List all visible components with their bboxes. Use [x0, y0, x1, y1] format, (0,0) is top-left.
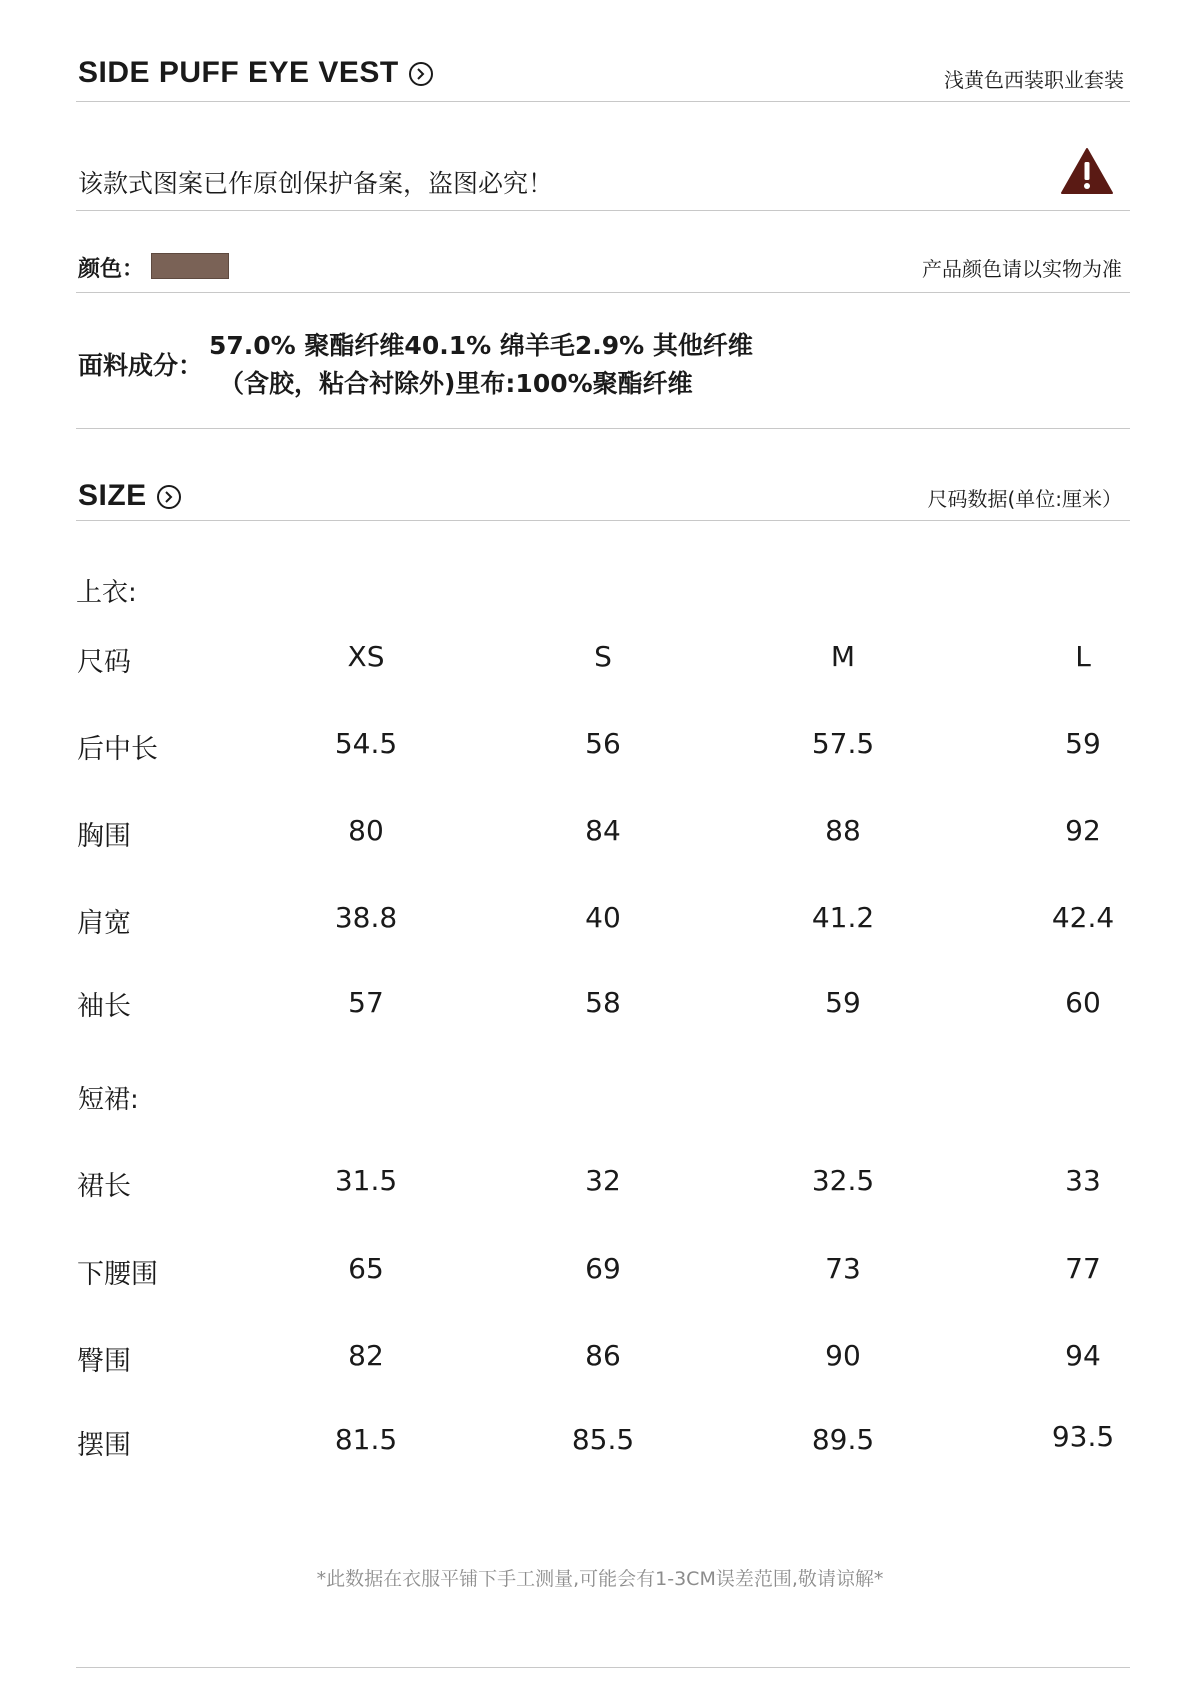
size-title-text: SIZE [78, 479, 147, 512]
cell-value: 38.8 [334, 901, 398, 934]
size-header-label: 尺码 [77, 647, 131, 678]
row-label: 臀围 [77, 1346, 131, 1377]
size-header-l: L [1075, 640, 1091, 673]
size-unit-note: 尺码数据(单位:厘米） [927, 487, 1122, 511]
cell-value: 81.5 [334, 1423, 398, 1456]
size-header-m: M [830, 640, 856, 673]
cell-value: 90 [825, 1339, 861, 1372]
product-title: SIDE PUFF EYE VEST [78, 56, 399, 89]
copyright-notice: 该款式图案已作原创保护备案，盗图必究！ [78, 169, 554, 198]
cell-value: 59 [1065, 727, 1101, 760]
cell-value: 31.5 [334, 1164, 398, 1197]
skirt-heading: 短裙: [78, 1085, 139, 1115]
row-label: 摆围 [77, 1430, 131, 1461]
cell-value: 54.5 [334, 727, 398, 760]
cell-value: 73 [825, 1252, 861, 1285]
cell-value: 56 [585, 727, 621, 760]
cell-value: 40 [585, 901, 621, 934]
divider [76, 210, 1130, 211]
cell-value: 58 [585, 986, 621, 1019]
color-swatch [151, 253, 229, 279]
row-label: 裙长 [77, 1171, 131, 1202]
color-note: 产品颜色请以实物为准 [922, 257, 1122, 281]
row-label: 袖长 [77, 991, 131, 1022]
row-label: 后中长 [77, 734, 158, 765]
cell-value: 86 [585, 1339, 621, 1372]
product-subtitle: 浅黄色西装职业套装 [944, 68, 1124, 92]
cell-value: 32.5 [811, 1164, 875, 1197]
cell-value: 93.5 [1051, 1420, 1115, 1453]
divider [76, 292, 1130, 293]
row-label: 肩宽 [77, 908, 131, 939]
divider [76, 1667, 1130, 1668]
page-title [78, 56, 433, 90]
top-heading: 上衣: [76, 578, 137, 608]
cell-value: 82 [348, 1339, 384, 1372]
cell-value: 80 [348, 814, 384, 847]
cell-value: 57.5 [811, 727, 875, 760]
cell-value: 65 [348, 1252, 384, 1285]
cell-value: 88 [825, 814, 861, 847]
fabric-label: 面料成分： [78, 351, 204, 380]
warning-icon [1060, 147, 1114, 199]
cell-value: 42.4 [1051, 901, 1115, 934]
size-header-s: S [594, 640, 612, 673]
cell-value: 77 [1065, 1252, 1101, 1285]
color-label: 颜色： [78, 257, 145, 282]
chevron-right-icon[interactable] [157, 485, 181, 509]
fabric-composition-line1: 57.0% 聚酯纤维40.1% 绵羊毛2.9% 其他纤维 [209, 331, 753, 360]
cell-value: 89.5 [811, 1423, 875, 1456]
cell-value: 33 [1065, 1164, 1101, 1197]
cell-value: 59 [825, 986, 861, 1019]
cell-value: 41.2 [811, 901, 875, 934]
row-label: 胸围 [77, 821, 131, 852]
size-title [78, 479, 181, 513]
row-label: 下腰围 [77, 1259, 158, 1290]
divider [76, 520, 1130, 521]
divider [76, 101, 1130, 102]
cell-value: 60 [1065, 986, 1101, 1019]
cell-value: 85.5 [571, 1423, 635, 1456]
cell-value: 32 [585, 1164, 621, 1197]
divider [76, 428, 1130, 429]
cell-value: 69 [585, 1252, 621, 1285]
cell-value: 84 [585, 814, 621, 847]
cell-value: 57 [348, 986, 384, 1019]
measurement-footnote: *此数据在衣服平铺下手工测量,可能会有1-3CM误差范围,敬请谅解* [316, 1568, 884, 1590]
chevron-right-icon[interactable] [409, 62, 433, 86]
cell-value: 92 [1065, 814, 1101, 847]
size-header-xs: XS [347, 640, 385, 673]
fabric-composition-line2: （含胶，粘合衬除外)里布:100%聚酯纤维 [219, 369, 693, 398]
cell-value: 94 [1065, 1339, 1101, 1372]
